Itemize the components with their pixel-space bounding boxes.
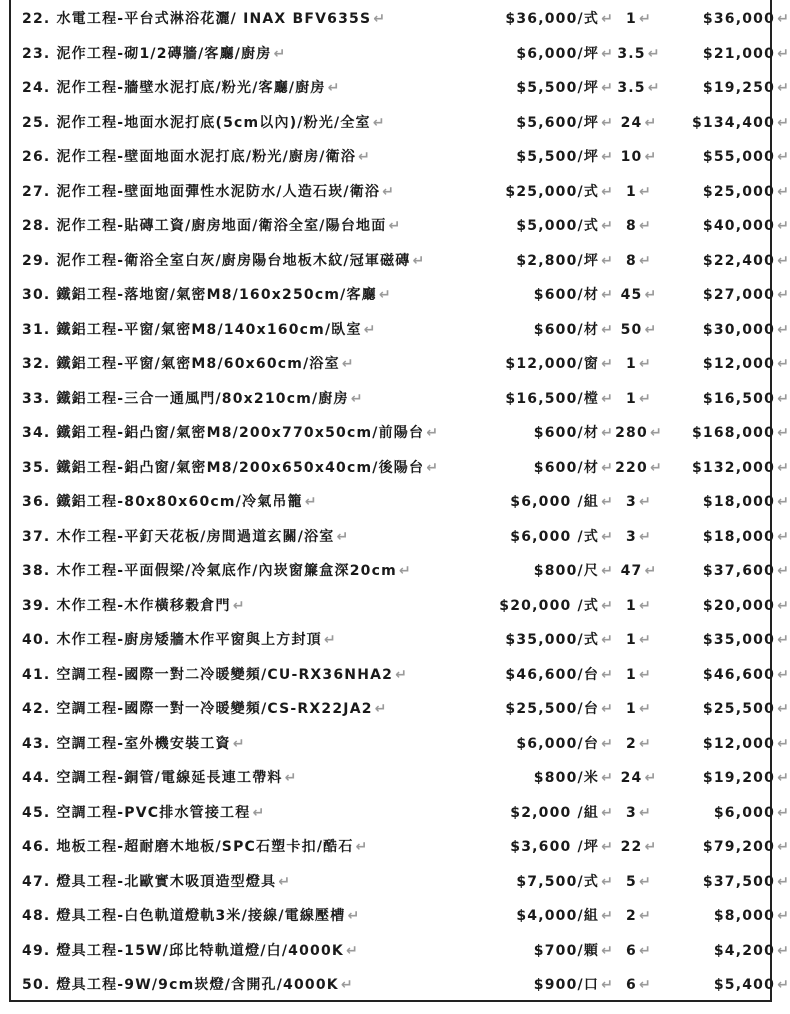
line-total: $16,500 ↵ bbox=[702, 390, 790, 407]
table-row bbox=[22, 487, 790, 517]
return-mark-icon: ↵ bbox=[601, 839, 614, 855]
line-total: $25,000 ↵ bbox=[702, 183, 790, 200]
table-row bbox=[22, 177, 790, 207]
return-mark-icon: ↵ bbox=[639, 977, 652, 993]
return-mark-icon: ↵ bbox=[777, 977, 790, 993]
line-total: $168,000 ↵ bbox=[691, 425, 790, 441]
quantity: 1 ↵ bbox=[626, 183, 652, 200]
table-row bbox=[22, 246, 790, 276]
return-mark-icon: ↵ bbox=[777, 287, 790, 303]
return-mark-icon: ↵ bbox=[601, 356, 614, 372]
return-mark-icon: ↵ bbox=[363, 321, 377, 338]
return-mark-icon: ↵ bbox=[639, 632, 652, 648]
return-mark-icon: ↵ bbox=[601, 735, 614, 752]
unit-price: $6,000 /組 ↵ bbox=[510, 494, 614, 510]
unit-price: $35,000/式 ↵ bbox=[505, 632, 614, 648]
return-mark-icon: ↵ bbox=[644, 287, 658, 303]
item-description: 35. 鐵鋁工程-鋁凸窗/氣密M8/200x650x40cm/後陽台 ↵ bbox=[22, 459, 440, 476]
return-mark-icon: ↵ bbox=[601, 11, 614, 27]
return-mark-icon: ↵ bbox=[639, 218, 652, 234]
return-mark-icon: ↵ bbox=[639, 597, 652, 614]
return-mark-icon: ↵ bbox=[336, 528, 350, 545]
line-total: $22,400 ↵ bbox=[702, 252, 790, 269]
return-mark-icon: ↵ bbox=[601, 287, 614, 303]
table-row bbox=[22, 936, 790, 966]
return-mark-icon: ↵ bbox=[601, 425, 614, 441]
return-mark-icon: ↵ bbox=[395, 666, 409, 683]
return-mark-icon: ↵ bbox=[777, 666, 790, 683]
quantity: 8 ↵ bbox=[626, 218, 652, 234]
table-row bbox=[22, 418, 790, 448]
return-mark-icon: ↵ bbox=[647, 45, 661, 62]
line-total: $37,600 ↵ bbox=[702, 563, 790, 579]
line-total: $6,000 ↵ bbox=[713, 804, 790, 821]
return-mark-icon: ↵ bbox=[232, 597, 246, 614]
return-mark-icon: ↵ bbox=[412, 252, 426, 269]
quantity: 1 ↵ bbox=[626, 11, 652, 27]
return-mark-icon: ↵ bbox=[777, 321, 790, 338]
quantity: 5 ↵ bbox=[626, 873, 652, 890]
return-mark-icon: ↵ bbox=[777, 80, 790, 96]
return-mark-icon: ↵ bbox=[341, 356, 355, 372]
line-total: $55,000 ↵ bbox=[702, 149, 790, 165]
return-mark-icon: ↵ bbox=[639, 908, 652, 924]
item-description: 32. 鐵鋁工程-平窗/氣密M8/60x60cm/浴室 ↵ bbox=[22, 356, 355, 372]
item-description: 43. 空調工程-室外機安裝工資 ↵ bbox=[22, 735, 246, 752]
return-mark-icon: ↵ bbox=[601, 183, 614, 200]
table-row bbox=[22, 591, 790, 621]
item-description: 49. 燈具工程-15W/邱比特軌道燈/白/4000K ↵ bbox=[22, 942, 359, 959]
return-mark-icon: ↵ bbox=[304, 494, 318, 510]
line-total: $18,000 ↵ bbox=[702, 528, 790, 545]
item-description: 27. 泥作工程-壁面地面彈性水泥防水/人造石崁/衛浴 ↵ bbox=[22, 183, 396, 200]
item-description: 25. 泥作工程-地面水泥打底(5cm以內)/粉光/全室 ↵ bbox=[22, 114, 386, 131]
line-total: $21,000 ↵ bbox=[702, 45, 790, 62]
return-mark-icon: ↵ bbox=[232, 735, 246, 752]
table-row bbox=[22, 798, 790, 828]
return-mark-icon: ↵ bbox=[777, 770, 790, 786]
quantity: 24 ↵ bbox=[620, 770, 658, 786]
table-row bbox=[22, 211, 790, 241]
return-mark-icon: ↵ bbox=[777, 11, 790, 27]
quantity: 24 ↵ bbox=[620, 114, 658, 131]
quantity: 1 ↵ bbox=[626, 390, 652, 407]
line-total: $25,500 ↵ bbox=[702, 701, 790, 717]
item-description: 33. 鐵鋁工程-三合一通風門/80x210cm/廚房 ↵ bbox=[22, 390, 364, 407]
quantity: 1 ↵ bbox=[626, 701, 652, 717]
return-mark-icon: ↵ bbox=[777, 908, 790, 924]
unit-price: $2,000 /組 ↵ bbox=[510, 804, 614, 821]
item-description: 48. 燈具工程-白色軌道燈軌3米/接線/電線壓槽 ↵ bbox=[22, 908, 361, 924]
return-mark-icon: ↵ bbox=[644, 770, 658, 786]
return-mark-icon: ↵ bbox=[639, 11, 652, 27]
item-description: 28. 泥作工程-貼磚工資/廚房地面/衛浴全室/陽台地面 ↵ bbox=[22, 218, 402, 234]
item-description: 45. 空調工程-PVC排水管接工程 ↵ bbox=[22, 804, 266, 821]
unit-price: $16,500/樘 ↵ bbox=[505, 390, 614, 407]
return-mark-icon: ↵ bbox=[372, 114, 386, 131]
return-mark-icon: ↵ bbox=[601, 390, 614, 407]
unit-price: $800/米 ↵ bbox=[533, 770, 614, 786]
unit-price: $600/材 ↵ bbox=[533, 459, 614, 476]
item-description: 37. 木作工程-平釘天花板/房間過道玄關/浴室 ↵ bbox=[22, 528, 350, 545]
return-mark-icon: ↵ bbox=[252, 804, 266, 821]
line-total: $12,000 ↵ bbox=[702, 356, 790, 372]
return-mark-icon: ↵ bbox=[777, 873, 790, 890]
unit-price: $600/材 ↵ bbox=[533, 287, 614, 303]
item-description: 40. 木作工程-廚房矮牆木作平窗與上方封頂 ↵ bbox=[22, 632, 337, 648]
table-row bbox=[22, 901, 790, 931]
item-description: 22. 水電工程-平台式淋浴花灑/ INAX BFV635S ↵ bbox=[22, 11, 387, 27]
return-mark-icon: ↵ bbox=[601, 252, 614, 269]
return-mark-icon: ↵ bbox=[777, 45, 790, 62]
return-mark-icon: ↵ bbox=[601, 494, 614, 510]
quantity: 6 ↵ bbox=[626, 977, 652, 993]
unit-price: $4,000/組 ↵ bbox=[516, 908, 614, 924]
return-mark-icon: ↵ bbox=[777, 114, 790, 131]
line-total: $18,000 ↵ bbox=[702, 494, 790, 510]
item-description: 47. 燈具工程-北歐實木吸頂造型燈具 ↵ bbox=[22, 873, 292, 890]
return-mark-icon: ↵ bbox=[601, 528, 614, 545]
return-mark-icon: ↵ bbox=[644, 321, 658, 338]
unit-price: $46,600/台 ↵ bbox=[505, 666, 614, 683]
return-mark-icon: ↵ bbox=[278, 873, 292, 890]
line-total: $40,000 ↵ bbox=[702, 218, 790, 234]
return-mark-icon: ↵ bbox=[777, 839, 790, 855]
return-mark-icon: ↵ bbox=[639, 494, 652, 510]
line-total: $37,500 ↵ bbox=[702, 873, 790, 890]
return-mark-icon: ↵ bbox=[777, 528, 790, 545]
quantity: 2 ↵ bbox=[626, 908, 652, 924]
item-description: 23. 泥作工程-砌1/2磚牆/客廳/廚房 ↵ bbox=[22, 45, 287, 62]
return-mark-icon: ↵ bbox=[644, 114, 658, 131]
quantity: 6 ↵ bbox=[626, 942, 652, 959]
return-mark-icon: ↵ bbox=[378, 287, 392, 303]
quantity: 22 ↵ bbox=[620, 839, 658, 855]
return-mark-icon: ↵ bbox=[777, 390, 790, 407]
item-description: 36. 鐵鋁工程-80x80x60cm/冷氣吊籠 ↵ bbox=[22, 494, 318, 510]
table-row bbox=[22, 832, 790, 862]
unit-price: $7,500/式 ↵ bbox=[516, 873, 614, 890]
quantity: 2 ↵ bbox=[626, 735, 652, 752]
return-mark-icon: ↵ bbox=[601, 942, 614, 959]
item-description: 42. 空調工程-國際一對一冷暖變頻/CS-RX22JA2 ↵ bbox=[22, 701, 388, 717]
return-mark-icon: ↵ bbox=[639, 666, 652, 683]
return-mark-icon: ↵ bbox=[601, 45, 614, 62]
quantity: 3 ↵ bbox=[626, 804, 652, 821]
return-mark-icon: ↵ bbox=[601, 632, 614, 648]
table-row bbox=[22, 73, 790, 103]
return-mark-icon: ↵ bbox=[345, 942, 359, 959]
unit-price: $700/顆 ↵ bbox=[533, 942, 614, 959]
unit-price: $25,500/台 ↵ bbox=[505, 701, 614, 717]
return-mark-icon: ↵ bbox=[639, 356, 652, 372]
item-description: 46. 地板工程-超耐磨木地板/SPC石塑卡扣/酷石 ↵ bbox=[22, 839, 369, 855]
table-row bbox=[22, 142, 790, 172]
return-mark-icon: ↵ bbox=[373, 11, 387, 27]
line-total: $27,000 ↵ bbox=[702, 287, 790, 303]
table-row bbox=[22, 660, 790, 690]
return-mark-icon: ↵ bbox=[639, 528, 652, 545]
unit-price: $5,500/坪 ↵ bbox=[516, 80, 614, 96]
return-mark-icon: ↵ bbox=[347, 908, 361, 924]
line-total: $46,600 ↵ bbox=[702, 666, 790, 683]
line-total: $4,200 ↵ bbox=[713, 942, 790, 959]
table-row bbox=[22, 729, 790, 759]
return-mark-icon: ↵ bbox=[358, 149, 371, 165]
return-mark-icon: ↵ bbox=[644, 149, 658, 165]
unit-price: $5,500/坪 ↵ bbox=[516, 149, 614, 165]
return-mark-icon: ↵ bbox=[601, 459, 614, 476]
item-description: 39. 木作工程-木作橫移穀倉門 ↵ bbox=[22, 597, 246, 614]
unit-price: $5,600/坪 ↵ bbox=[516, 114, 614, 131]
return-mark-icon: ↵ bbox=[777, 218, 790, 234]
line-total: $20,000 ↵ bbox=[702, 597, 790, 614]
line-total: $35,000 ↵ bbox=[702, 632, 790, 648]
line-total: $134,400 ↵ bbox=[691, 114, 790, 131]
return-mark-icon: ↵ bbox=[355, 839, 369, 855]
return-mark-icon: ↵ bbox=[601, 321, 614, 338]
return-mark-icon: ↵ bbox=[639, 701, 652, 717]
return-mark-icon: ↵ bbox=[644, 563, 658, 579]
return-mark-icon: ↵ bbox=[777, 149, 790, 165]
return-mark-icon: ↵ bbox=[777, 183, 790, 200]
return-mark-icon: ↵ bbox=[601, 977, 614, 993]
line-total: $30,000 ↵ bbox=[702, 321, 790, 338]
return-mark-icon: ↵ bbox=[777, 356, 790, 372]
return-mark-icon: ↵ bbox=[398, 563, 412, 579]
return-mark-icon: ↵ bbox=[350, 390, 364, 407]
table-row bbox=[22, 384, 790, 414]
line-total: $12,000 ↵ bbox=[702, 735, 790, 752]
return-mark-icon: ↵ bbox=[284, 770, 298, 786]
return-mark-icon: ↵ bbox=[323, 632, 337, 648]
quantity: 1 ↵ bbox=[626, 632, 652, 648]
return-mark-icon: ↵ bbox=[644, 839, 658, 855]
table-row bbox=[22, 4, 790, 34]
unit-price: $2,800/坪 ↵ bbox=[516, 252, 614, 269]
line-total: $79,200 ↵ bbox=[702, 839, 790, 855]
return-mark-icon: ↵ bbox=[777, 459, 790, 476]
unit-price: $600/材 ↵ bbox=[533, 321, 614, 338]
line-total: $19,250 ↵ bbox=[702, 80, 790, 96]
item-description: 26. 泥作工程-壁面地面水泥打底/粉光/廚房/衛浴 ↵ bbox=[22, 149, 371, 165]
table-row bbox=[22, 315, 790, 345]
unit-price: $36,000/式 ↵ bbox=[505, 11, 614, 27]
item-description: 24. 泥作工程-牆壁水泥打底/粉光/客廳/廚房 ↵ bbox=[22, 80, 341, 96]
table-row bbox=[22, 349, 790, 379]
return-mark-icon: ↵ bbox=[639, 804, 652, 821]
return-mark-icon: ↵ bbox=[777, 494, 790, 510]
line-total: $36,000 ↵ bbox=[702, 11, 790, 27]
table-row bbox=[22, 556, 790, 586]
return-mark-icon: ↵ bbox=[777, 563, 790, 579]
unit-price: $6,000/台 ↵ bbox=[516, 735, 614, 752]
table-row bbox=[22, 39, 790, 69]
return-mark-icon: ↵ bbox=[639, 735, 652, 752]
unit-price: $12,000/窗 ↵ bbox=[505, 356, 614, 372]
return-mark-icon: ↵ bbox=[777, 735, 790, 752]
return-mark-icon: ↵ bbox=[382, 183, 396, 200]
return-mark-icon: ↵ bbox=[340, 977, 354, 993]
quantity: 45 ↵ bbox=[620, 287, 658, 303]
unit-price: $600/材 ↵ bbox=[533, 425, 614, 441]
quantity: 1 ↵ bbox=[626, 356, 652, 372]
item-description: 41. 空調工程-國際一對二冷暖變頻/CU-RX36NHA2 ↵ bbox=[22, 666, 409, 683]
item-description: 30. 鐵鋁工程-落地窗/氣密M8/160x250cm/客廳 ↵ bbox=[22, 287, 392, 303]
quantity: 3.5 ↵ bbox=[617, 45, 661, 62]
quantity: 3 ↵ bbox=[626, 494, 652, 510]
return-mark-icon: ↵ bbox=[601, 218, 614, 234]
quantity: 220 ↵ bbox=[615, 459, 663, 476]
return-mark-icon: ↵ bbox=[601, 666, 614, 683]
table-row bbox=[22, 970, 790, 1000]
line-total: $132,000 ↵ bbox=[691, 459, 790, 476]
unit-price: $25,000/式 ↵ bbox=[505, 183, 614, 200]
unit-price: $20,000 /式 ↵ bbox=[499, 597, 614, 614]
table-row bbox=[22, 763, 790, 793]
item-description: 44. 空調工程-銅管/電線延長連工帶料 ↵ bbox=[22, 770, 298, 786]
item-description: 38. 木作工程-平面假梁/冷氣底作/內崁窗簾盒深20cm ↵ bbox=[22, 563, 412, 579]
return-mark-icon: ↵ bbox=[601, 149, 614, 165]
return-mark-icon: ↵ bbox=[601, 597, 614, 614]
return-mark-icon: ↵ bbox=[273, 45, 287, 62]
table-row bbox=[22, 108, 790, 138]
return-mark-icon: ↵ bbox=[777, 597, 790, 614]
return-mark-icon: ↵ bbox=[639, 873, 652, 890]
return-mark-icon: ↵ bbox=[777, 632, 790, 648]
return-mark-icon: ↵ bbox=[601, 114, 614, 131]
return-mark-icon: ↵ bbox=[601, 80, 614, 96]
return-mark-icon: ↵ bbox=[601, 770, 614, 786]
return-mark-icon: ↵ bbox=[639, 942, 652, 959]
return-mark-icon: ↵ bbox=[426, 459, 440, 476]
item-description: 34. 鐵鋁工程-鋁凸窗/氣密M8/200x770x50cm/前陽台 ↵ bbox=[22, 425, 440, 441]
table-row bbox=[22, 867, 790, 897]
quantity: 8 ↵ bbox=[626, 252, 652, 269]
quantity: 3 ↵ bbox=[626, 528, 652, 545]
quantity: 10 ↵ bbox=[620, 149, 658, 165]
return-mark-icon: ↵ bbox=[601, 908, 614, 924]
unit-price: $6,000/坪 ↵ bbox=[516, 45, 614, 62]
item-description: 29. 泥作工程-衛浴全室白灰/廚房陽台地板木紋/冠軍磁磚 ↵ bbox=[22, 252, 426, 269]
return-mark-icon: ↵ bbox=[777, 804, 790, 821]
return-mark-icon: ↵ bbox=[649, 425, 663, 441]
quantity: 3.5 ↵ bbox=[617, 80, 661, 96]
return-mark-icon: ↵ bbox=[639, 390, 652, 407]
return-mark-icon: ↵ bbox=[647, 80, 661, 96]
table-row bbox=[22, 625, 790, 655]
return-mark-icon: ↵ bbox=[374, 701, 388, 717]
return-mark-icon: ↵ bbox=[777, 701, 790, 717]
unit-price: $800/尺 ↵ bbox=[533, 563, 614, 579]
quantity: 50 ↵ bbox=[620, 321, 658, 338]
unit-price: $3,600 /坪 ↵ bbox=[510, 839, 614, 855]
quantity: 1 ↵ bbox=[626, 666, 652, 683]
return-mark-icon: ↵ bbox=[327, 80, 341, 96]
unit-price: $6,000 /式 ↵ bbox=[510, 528, 614, 545]
table-row bbox=[22, 453, 790, 483]
return-mark-icon: ↵ bbox=[601, 701, 614, 717]
line-total: $5,400 ↵ bbox=[713, 977, 790, 993]
item-description: 50. 燈具工程-9W/9cm崁燈/含開孔/4000K ↵ bbox=[22, 977, 354, 993]
line-total: $19,200 ↵ bbox=[702, 770, 790, 786]
return-mark-icon: ↵ bbox=[777, 942, 790, 959]
quantity: 280 ↵ bbox=[615, 425, 663, 441]
return-mark-icon: ↵ bbox=[601, 804, 614, 821]
return-mark-icon: ↵ bbox=[601, 563, 614, 579]
unit-price: $900/口 ↵ bbox=[533, 977, 614, 993]
line-total: $8,000 ↵ bbox=[713, 908, 790, 924]
table-row bbox=[22, 522, 790, 552]
return-mark-icon: ↵ bbox=[388, 218, 402, 234]
return-mark-icon: ↵ bbox=[601, 873, 614, 890]
return-mark-icon: ↵ bbox=[777, 425, 790, 441]
unit-price: $5,000/式 ↵ bbox=[516, 218, 614, 234]
quantity: 47 ↵ bbox=[620, 563, 658, 579]
return-mark-icon: ↵ bbox=[426, 425, 440, 441]
return-mark-icon: ↵ bbox=[639, 252, 652, 269]
return-mark-icon: ↵ bbox=[639, 183, 652, 200]
quantity: 1 ↵ bbox=[626, 597, 652, 614]
return-mark-icon: ↵ bbox=[649, 459, 663, 476]
item-description: 31. 鐵鋁工程-平窗/氣密M8/140x160cm/臥室 ↵ bbox=[22, 321, 377, 338]
return-mark-icon: ↵ bbox=[777, 252, 790, 269]
table-row bbox=[22, 280, 790, 310]
table-row bbox=[22, 694, 790, 724]
